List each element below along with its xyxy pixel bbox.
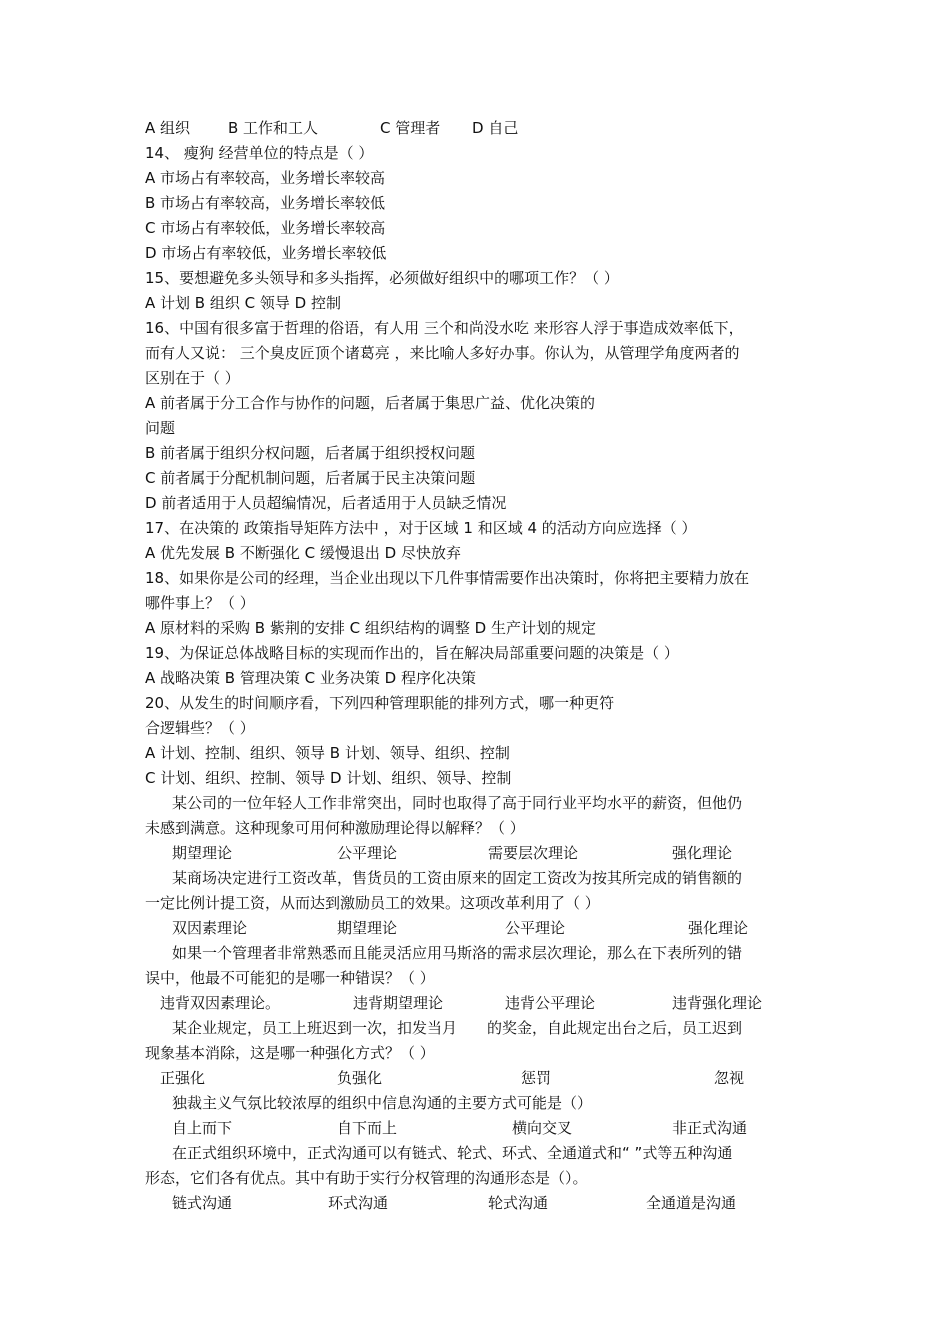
- qe-option-4: 非正式沟通: [672, 1119, 748, 1137]
- q13-option-a: A 组织: [145, 119, 191, 137]
- qf-option-1: 链式沟通: [172, 1194, 233, 1212]
- qd-option-2: 负强化: [337, 1069, 383, 1087]
- qc-option-1: 违背双因素理论。: [160, 994, 281, 1012]
- qb-option-1: 双因素理论: [172, 919, 248, 937]
- question-16-stem-line-1: 16、中国有很多富于哲理的俗语，有人用 三个和尚没水吃 来形容人浮于事造成效率低下，: [145, 319, 744, 337]
- q15-options: A 计划 B 组织 C 领导 D 控制: [145, 294, 341, 312]
- q14-option-d: D 市场占有率较低，业务增长率较低: [145, 244, 387, 262]
- qb-option-3: 公平理论: [505, 919, 566, 937]
- question-d-stem-line-1: 某企业规定，员工上班迟到一次，扣发当月 的奖金，自此规定出台之后，员工迟到: [172, 1019, 743, 1037]
- qa-option-2: 公平理论: [337, 844, 398, 862]
- qc-option-2: 违背期望理论: [353, 994, 444, 1012]
- q19-options: A 战略决策 B 管理决策 C 业务决策 D 程序化决策: [145, 669, 476, 687]
- q13-option-c: C 管理者: [380, 119, 441, 137]
- q14-option-b: B 市场占有率较高，业务增长率较低: [145, 194, 386, 212]
- qe-option-1: 自上而下: [172, 1119, 233, 1137]
- qa-option-4: 强化理论: [672, 844, 733, 862]
- question-f-stem-line-1: 在正式组织环境中，正式沟通可以有链式、轮式、环式、全通道式和“ ”式等五种沟通: [172, 1144, 733, 1162]
- q13-option-d: D 自己: [472, 119, 519, 137]
- qb-option-4: 强化理论: [688, 919, 749, 937]
- qa-option-3: 需要层次理论: [488, 844, 579, 862]
- question-a-stem-line-2: 未感到满意。这种现象可用何种激励理论得以解释？（ ）: [145, 819, 525, 837]
- question-b-stem-line-1: 某商场决定进行工资改革，售货员的工资由原来的固定工资改为按其所完成的销售额的: [172, 869, 743, 887]
- q18-options: A 原材料的采购 B 紫荆的安排 C 组织结构的调整 D 生产计划的规定: [145, 619, 596, 637]
- qc-option-3: 违背公平理论: [505, 994, 596, 1012]
- question-18-stem-line-1: 18、如果你是公司的经理，当企业出现以下几件事情需要作出决策时，你将把主要精力放在: [145, 569, 750, 587]
- qd-option-1: 正强化: [160, 1069, 206, 1087]
- question-14-stem: 14、 瘦狗 经营单位的特点是（ ）: [145, 144, 374, 162]
- q16-option-b: B 前者属于组织分权问题，后者属于组织授权问题: [145, 444, 476, 462]
- q20-options-line-1: A 计划、控制、组织、领导 B 计划、领导、组织、控制: [145, 744, 510, 762]
- q13-option-b: B 工作和工人: [228, 119, 319, 137]
- question-e-stem: 独裁主义气氛比较浓厚的组织中信息沟通的主要方式可能是（）: [172, 1094, 593, 1112]
- question-b-stem-line-2: 一定比例计提工资，从而达到激励员工的效果。这项改革利用了（ ）: [145, 894, 600, 912]
- question-c-stem-line-2: 误中，他最不可能犯的是哪一种错误？（ ）: [145, 969, 435, 987]
- qf-option-3: 轮式沟通: [488, 1194, 549, 1212]
- question-f-stem-line-2: 形态，它们各有优点。其中有助于实行分权管理的沟通形态是（）。: [145, 1169, 588, 1187]
- q14-option-c: C 市场占有率较低，业务增长率较高: [145, 219, 386, 237]
- q16-option-c: C 前者属于分配机制问题，后者属于民主决策问题: [145, 469, 476, 487]
- q17-options: A 优先发展 B 不断强化 C 缓慢退出 D 尽快放弃: [145, 544, 461, 562]
- question-20-stem-line-2: 合逻辑些？（ ）: [145, 719, 255, 737]
- question-a-stem-line-1: 某公司的一位年轻人工作非常突出，同时也取得了高于同行业平均水平的薪资，但他仍: [172, 794, 743, 812]
- question-15-stem: 15、要想避免多头领导和多头指挥，必须做好组织中的哪项工作？（ ）: [145, 269, 619, 287]
- qd-option-3: 惩罚: [521, 1069, 552, 1087]
- qb-option-2: 期望理论: [337, 919, 398, 937]
- question-20-stem-line-1: 20、从发生的时间顺序看，下列四种管理职能的排列方式，哪一种更符: [145, 694, 615, 712]
- qc-option-4: 违背强化理论: [672, 994, 763, 1012]
- question-d-stem-line-2: 现象基本消除，这是哪一种强化方式？（ ）: [145, 1044, 435, 1062]
- question-19-stem: 19、为保证总体战略目标的实现而作出的，旨在解决局部重要问题的决策是（ ）: [145, 644, 679, 662]
- question-16-stem-line-3: 区别在于（ ）: [145, 369, 240, 387]
- qe-option-3: 横向交叉: [512, 1119, 573, 1137]
- q14-option-a: A 市场占有率较高，业务增长率较高: [145, 169, 386, 187]
- q16-option-a-cont: 问题: [145, 419, 176, 437]
- q16-option-a: A 前者属于分工合作与协作的问题，后者属于集思广益、优化决策的: [145, 394, 596, 412]
- q16-option-d: D 前者适用于人员超编情况，后者适用于人员缺乏情况: [145, 494, 507, 512]
- qe-option-2: 自下而上: [337, 1119, 398, 1137]
- qf-option-4: 全通道是沟通: [646, 1194, 737, 1212]
- question-18-stem-line-2: 哪件事上？（ ）: [145, 594, 255, 612]
- q20-options-line-2: C 计划、组织、控制、领导 D 计划、组织、领导、控制: [145, 769, 512, 787]
- question-c-stem-line-1: 如果一个管理者非常熟悉而且能灵活应用马斯洛的需求层次理论，那么在下表所列的错: [172, 944, 743, 962]
- qd-option-4: 忽视: [714, 1069, 745, 1087]
- qa-option-1: 期望理论: [172, 844, 233, 862]
- question-17-stem: 17、在决策的 政策指导矩阵方法中 ，对于区域 1 和区域 4 的活动方向应选择（ ）: [145, 519, 697, 537]
- question-16-stem-line-2: 而有人又说： 三个臭皮匠顶个诸葛亮 ，来比喻人多好办事。你认为，从管理学角度两者的: [145, 344, 740, 362]
- qf-option-2: 环式沟通: [328, 1194, 389, 1212]
